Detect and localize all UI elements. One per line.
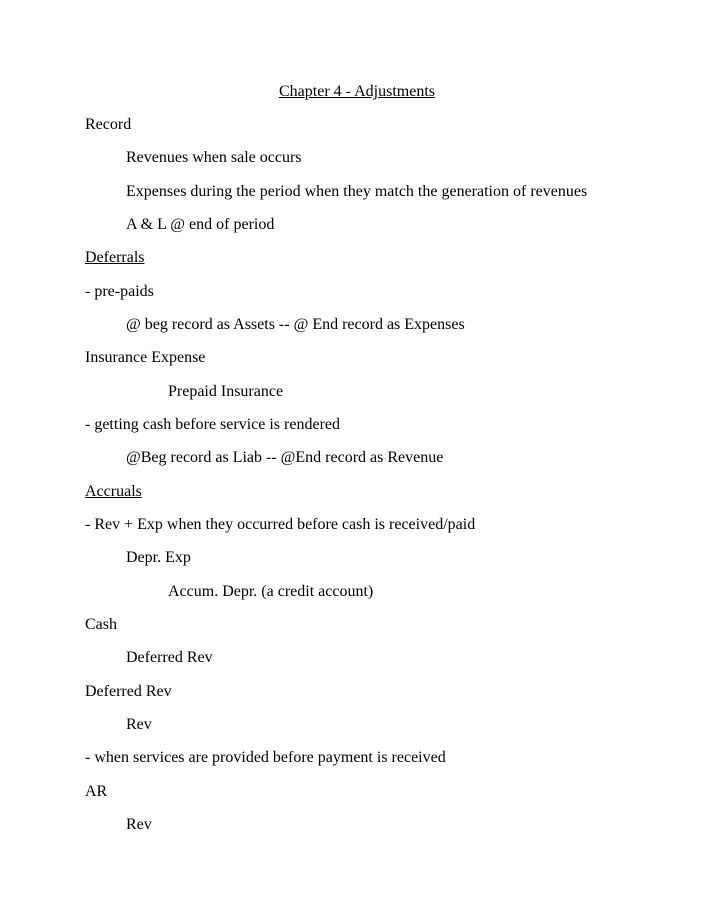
text-line: Deferred Rev — [126, 649, 213, 666]
text-line: @ beg record as Assets -- @ End record as Expenses — [126, 316, 465, 333]
section-heading: Accruals — [85, 483, 142, 500]
section-heading: Deferrals — [85, 249, 145, 266]
text-line: Insurance Expense — [85, 349, 206, 366]
text-line: Cash — [85, 616, 117, 633]
text-line: Accum. Depr. (a credit account) — [168, 583, 374, 600]
text-line: Depr. Exp — [126, 549, 191, 566]
text-line: Expenses during the period when they match the generation of revenues — [126, 183, 588, 200]
text-line: - getting cash before service is rendered — [85, 416, 340, 433]
text-line: - pre-paids — [85, 283, 154, 300]
text-line: A & L @ end of period — [126, 216, 275, 233]
text-line: Rev — [126, 716, 152, 733]
text-line: - Rev + Exp when they occurred before cash is received/paid — [85, 516, 476, 533]
text-line: Rev — [126, 816, 152, 833]
text-line: Revenues when sale occurs — [126, 149, 302, 166]
document-title: Chapter 4 - Adjustments — [279, 83, 435, 100]
text-line: Record — [85, 116, 132, 133]
text-line: @Beg record as Liab -- @End record as Revenue — [126, 449, 444, 466]
text-line: - when services are provided before payment is received — [85, 749, 446, 766]
text-line: Deferred Rev — [85, 683, 172, 700]
text-line: Prepaid Insurance — [168, 383, 284, 400]
text-line: AR — [85, 783, 108, 800]
